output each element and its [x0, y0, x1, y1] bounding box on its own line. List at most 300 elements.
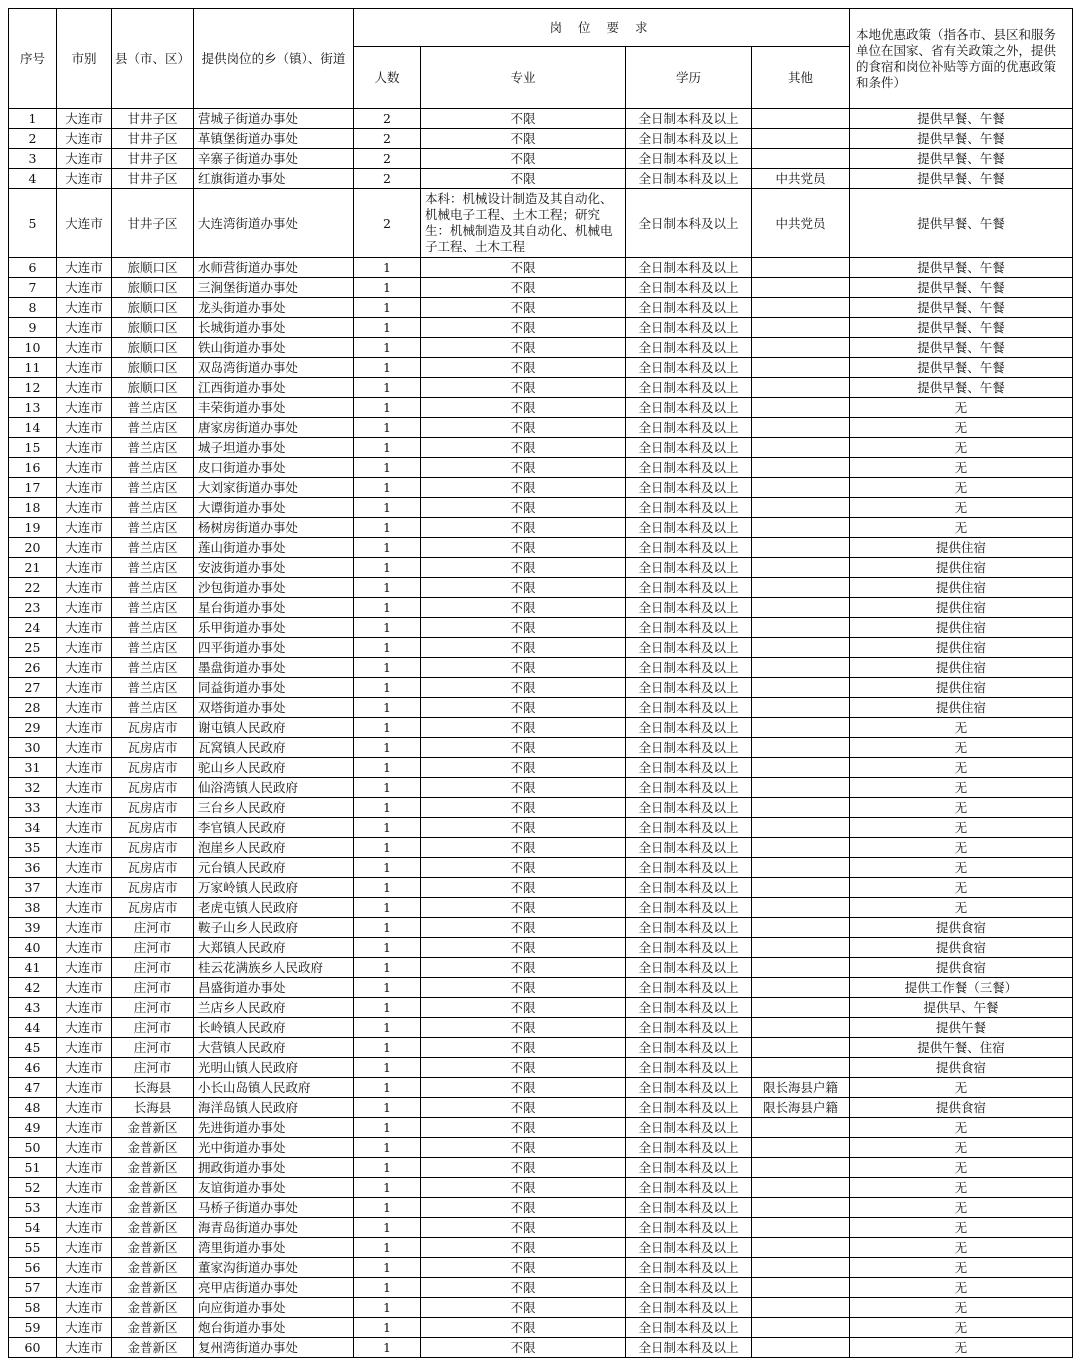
cell-major: 不限	[421, 1098, 626, 1118]
cell-other	[752, 1278, 850, 1298]
cell-major: 不限	[421, 458, 626, 478]
cell-count: 1	[354, 438, 421, 458]
cell-other	[752, 818, 850, 838]
cell-city: 大连市	[57, 1078, 112, 1098]
cell-count: 1	[354, 338, 421, 358]
cell-major: 不限	[421, 278, 626, 298]
table-header	[9, 9, 1073, 109]
cell-major: 不限	[421, 1018, 626, 1038]
cell-city: 大连市	[57, 678, 112, 698]
cell-policy: 提供住宿	[850, 558, 1073, 578]
header-major: 专业	[421, 47, 626, 109]
cell-education: 全日制本科及以上	[626, 1078, 752, 1098]
cell-policy: 无	[850, 1158, 1073, 1178]
cell-policy: 提供住宿	[850, 698, 1073, 718]
cell-major: 不限	[421, 1238, 626, 1258]
cell-county: 金普新区	[112, 1318, 194, 1338]
cell-major: 不限	[421, 738, 626, 758]
cell-other	[752, 958, 850, 978]
cell-education: 全日制本科及以上	[626, 518, 752, 538]
cell-policy: 提供食宿	[850, 1058, 1073, 1078]
cell-count: 1	[354, 1238, 421, 1258]
cell-county: 庄河市	[112, 918, 194, 938]
cell-policy: 无	[850, 718, 1073, 738]
cell-township: 双岛湾街道办事处	[194, 358, 354, 378]
cell-city: 大连市	[57, 758, 112, 778]
cell-county: 普兰店区	[112, 538, 194, 558]
cell-seq: 32	[9, 778, 57, 798]
cell-other	[752, 638, 850, 658]
cell-city: 大连市	[57, 658, 112, 678]
cell-count: 1	[354, 1018, 421, 1038]
cell-seq: 6	[9, 258, 57, 278]
cell-city: 大连市	[57, 998, 112, 1018]
table-row	[9, 1138, 1073, 1158]
table-row	[9, 438, 1073, 458]
cell-seq: 3	[9, 149, 57, 169]
cell-township: 四平街道办事处	[194, 638, 354, 658]
cell-county: 普兰店区	[112, 458, 194, 478]
cell-township: 瓦窝镇人民政府	[194, 738, 354, 758]
table-row	[9, 1058, 1073, 1078]
cell-city: 大连市	[57, 478, 112, 498]
cell-seq: 14	[9, 418, 57, 438]
table-row	[9, 478, 1073, 498]
table-row	[9, 698, 1073, 718]
cell-seq: 10	[9, 338, 57, 358]
cell-policy: 无	[850, 1318, 1073, 1338]
cell-county: 普兰店区	[112, 398, 194, 418]
cell-count: 1	[354, 918, 421, 938]
table-row	[9, 538, 1073, 558]
cell-city: 大连市	[57, 1198, 112, 1218]
cell-seq: 48	[9, 1098, 57, 1118]
cell-township: 光明山镇人民政府	[194, 1058, 354, 1078]
cell-other	[752, 738, 850, 758]
table-row	[9, 558, 1073, 578]
table-row	[9, 278, 1073, 298]
cell-other	[752, 1158, 850, 1178]
table-row	[9, 358, 1073, 378]
cell-policy: 提供早餐、午餐	[850, 258, 1073, 278]
table-row	[9, 998, 1073, 1018]
cell-county: 瓦房店市	[112, 718, 194, 738]
cell-seq: 33	[9, 798, 57, 818]
cell-county: 甘井子区	[112, 129, 194, 149]
cell-education: 全日制本科及以上	[626, 838, 752, 858]
cell-count: 1	[354, 358, 421, 378]
cell-county: 庄河市	[112, 1018, 194, 1038]
cell-city: 大连市	[57, 1298, 112, 1318]
cell-city: 大连市	[57, 129, 112, 149]
cell-education: 全日制本科及以上	[626, 1238, 752, 1258]
cell-other	[752, 498, 850, 518]
cell-seq: 5	[9, 189, 57, 258]
cell-major: 不限	[421, 938, 626, 958]
cell-county: 普兰店区	[112, 658, 194, 678]
cell-city: 大连市	[57, 1158, 112, 1178]
cell-policy: 无	[850, 1238, 1073, 1258]
cell-policy: 提供早餐、午餐	[850, 149, 1073, 169]
cell-other	[752, 518, 850, 538]
cell-township: 水师营街道办事处	[194, 258, 354, 278]
cell-count: 1	[354, 318, 421, 338]
cell-township: 元台镇人民政府	[194, 858, 354, 878]
cell-seq: 44	[9, 1018, 57, 1038]
table-row	[9, 1158, 1073, 1178]
header-seq: 序号	[9, 9, 57, 109]
cell-county: 普兰店区	[112, 598, 194, 618]
cell-city: 大连市	[57, 1058, 112, 1078]
cell-city: 大连市	[57, 1178, 112, 1198]
cell-county: 瓦房店市	[112, 798, 194, 818]
cell-count: 2	[354, 169, 421, 189]
cell-major: 不限	[421, 298, 626, 318]
cell-policy: 提供住宿	[850, 618, 1073, 638]
cell-seq: 18	[9, 498, 57, 518]
cell-other	[752, 998, 850, 1018]
table-row	[9, 169, 1073, 189]
cell-policy: 无	[850, 1338, 1073, 1358]
cell-count: 1	[354, 878, 421, 898]
cell-count: 1	[354, 1118, 421, 1138]
cell-count: 1	[354, 838, 421, 858]
cell-count: 1	[354, 858, 421, 878]
cell-seq: 58	[9, 1298, 57, 1318]
cell-education: 全日制本科及以上	[626, 1218, 752, 1238]
cell-count: 1	[354, 1198, 421, 1218]
cell-seq: 15	[9, 438, 57, 458]
cell-other	[752, 398, 850, 418]
cell-county: 金普新区	[112, 1198, 194, 1218]
cell-county: 金普新区	[112, 1178, 194, 1198]
cell-other: 中共党员	[752, 169, 850, 189]
cell-other	[752, 1238, 850, 1258]
cell-major: 不限	[421, 1258, 626, 1278]
cell-other	[752, 838, 850, 858]
cell-city: 大连市	[57, 638, 112, 658]
cell-city: 大连市	[57, 1238, 112, 1258]
cell-education: 全日制本科及以上	[626, 1138, 752, 1158]
cell-city: 大连市	[57, 698, 112, 718]
cell-count: 1	[354, 1038, 421, 1058]
cell-other	[752, 458, 850, 478]
cell-seq: 51	[9, 1158, 57, 1178]
cell-seq: 50	[9, 1138, 57, 1158]
cell-county: 旅顺口区	[112, 378, 194, 398]
cell-city: 大连市	[57, 1118, 112, 1138]
cell-education: 全日制本科及以上	[626, 798, 752, 818]
cell-county: 普兰店区	[112, 518, 194, 538]
cell-education: 全日制本科及以上	[626, 1198, 752, 1218]
cell-policy: 提供早餐、午餐	[850, 169, 1073, 189]
cell-seq: 26	[9, 658, 57, 678]
cell-county: 金普新区	[112, 1118, 194, 1138]
cell-city: 大连市	[57, 1278, 112, 1298]
cell-township: 墨盘街道办事处	[194, 658, 354, 678]
cell-education: 全日制本科及以上	[626, 478, 752, 498]
cell-major: 不限	[421, 149, 626, 169]
cell-city: 大连市	[57, 958, 112, 978]
header-requirements: 岗 位 要 求	[354, 9, 850, 47]
cell-county: 普兰店区	[112, 498, 194, 518]
table-row	[9, 298, 1073, 318]
cell-policy: 提供早、午餐	[850, 998, 1073, 1018]
cell-major: 不限	[421, 998, 626, 1018]
table-row	[9, 778, 1073, 798]
cell-policy: 提供早餐、午餐	[850, 378, 1073, 398]
cell-seq: 45	[9, 1038, 57, 1058]
cell-county: 普兰店区	[112, 558, 194, 578]
cell-county: 庄河市	[112, 938, 194, 958]
cell-policy: 无	[850, 878, 1073, 898]
cell-education: 全日制本科及以上	[626, 1278, 752, 1298]
cell-township: 先进街道办事处	[194, 1118, 354, 1138]
cell-count: 1	[354, 1278, 421, 1298]
cell-count: 1	[354, 1258, 421, 1278]
cell-policy: 无	[850, 758, 1073, 778]
table-row	[9, 978, 1073, 998]
cell-seq: 56	[9, 1258, 57, 1278]
cell-education: 全日制本科及以上	[626, 189, 752, 258]
cell-seq: 59	[9, 1318, 57, 1338]
cell-education: 全日制本科及以上	[626, 438, 752, 458]
cell-county: 瓦房店市	[112, 858, 194, 878]
table-row	[9, 618, 1073, 638]
cell-policy: 提供早餐、午餐	[850, 189, 1073, 258]
cell-count: 1	[354, 798, 421, 818]
cell-count: 1	[354, 638, 421, 658]
header-city: 市别	[57, 9, 112, 109]
cell-count: 1	[354, 658, 421, 678]
cell-count: 1	[354, 778, 421, 798]
cell-count: 1	[354, 998, 421, 1018]
cell-count: 2	[354, 109, 421, 129]
cell-city: 大连市	[57, 978, 112, 998]
cell-policy: 无	[850, 418, 1073, 438]
cell-city: 大连市	[57, 1318, 112, 1338]
cell-seq: 46	[9, 1058, 57, 1078]
cell-city: 大连市	[57, 298, 112, 318]
cell-policy: 无	[850, 838, 1073, 858]
cell-township: 长城街道办事处	[194, 318, 354, 338]
cell-other	[752, 538, 850, 558]
cell-other	[752, 298, 850, 318]
cell-seq: 41	[9, 958, 57, 978]
cell-other	[752, 1338, 850, 1358]
cell-education: 全日制本科及以上	[626, 1018, 752, 1038]
cell-township: 乐甲街道办事处	[194, 618, 354, 638]
cell-township: 城子坦道办事处	[194, 438, 354, 458]
table-row	[9, 398, 1073, 418]
cell-county: 庄河市	[112, 1038, 194, 1058]
cell-education: 全日制本科及以上	[626, 149, 752, 169]
cell-city: 大连市	[57, 109, 112, 129]
cell-education: 全日制本科及以上	[626, 878, 752, 898]
cell-county: 庄河市	[112, 978, 194, 998]
cell-policy: 无	[850, 1138, 1073, 1158]
cell-township: 三台乡人民政府	[194, 798, 354, 818]
cell-major: 不限	[421, 1338, 626, 1358]
cell-other	[752, 618, 850, 638]
cell-township: 复州湾街道办事处	[194, 1338, 354, 1358]
cell-township: 皮口街道办事处	[194, 458, 354, 478]
cell-city: 大连市	[57, 938, 112, 958]
table-row	[9, 718, 1073, 738]
cell-education: 全日制本科及以上	[626, 1338, 752, 1358]
cell-education: 全日制本科及以上	[626, 1058, 752, 1078]
cell-other: 限长海县户籍	[752, 1098, 850, 1118]
cell-count: 1	[354, 698, 421, 718]
cell-township: 拥政街道办事处	[194, 1158, 354, 1178]
cell-seq: 54	[9, 1218, 57, 1238]
cell-township: 营城子街道办事处	[194, 109, 354, 129]
cell-seq: 52	[9, 1178, 57, 1198]
cell-major: 不限	[421, 109, 626, 129]
cell-policy: 提供住宿	[850, 538, 1073, 558]
cell-seq: 28	[9, 698, 57, 718]
cell-policy: 提供早餐、午餐	[850, 109, 1073, 129]
cell-major: 不限	[421, 918, 626, 938]
cell-county: 瓦房店市	[112, 758, 194, 778]
header-policy: 本地优惠政策（指各市、县区和服务单位在国家、省有关政策之外，提供的食宿和岗位补贴等方面的优惠政策和条件）	[850, 9, 1073, 109]
cell-county: 普兰店区	[112, 698, 194, 718]
cell-seq: 37	[9, 878, 57, 898]
cell-township: 小长山岛镇人民政府	[194, 1078, 354, 1098]
cell-seq: 22	[9, 578, 57, 598]
cell-township: 大谭街道办事处	[194, 498, 354, 518]
cell-education: 全日制本科及以上	[626, 109, 752, 129]
cell-count: 1	[354, 1298, 421, 1318]
cell-major: 不限	[421, 338, 626, 358]
cell-count: 1	[354, 558, 421, 578]
cell-education: 全日制本科及以上	[626, 618, 752, 638]
cell-education: 全日制本科及以上	[626, 1298, 752, 1318]
cell-city: 大连市	[57, 258, 112, 278]
cell-count: 1	[354, 898, 421, 918]
cell-education: 全日制本科及以上	[626, 378, 752, 398]
cell-education: 全日制本科及以上	[626, 918, 752, 938]
cell-major: 不限	[421, 1138, 626, 1158]
cell-county: 旅顺口区	[112, 258, 194, 278]
cell-city: 大连市	[57, 1038, 112, 1058]
cell-education: 全日制本科及以上	[626, 758, 752, 778]
cell-education: 全日制本科及以上	[626, 718, 752, 738]
cell-other	[752, 658, 850, 678]
table-row	[9, 1338, 1073, 1358]
cell-major: 不限	[421, 878, 626, 898]
table-row	[9, 1198, 1073, 1218]
cell-education: 全日制本科及以上	[626, 498, 752, 518]
cell-city: 大连市	[57, 398, 112, 418]
cell-county: 甘井子区	[112, 169, 194, 189]
cell-major: 不限	[421, 478, 626, 498]
cell-city: 大连市	[57, 1018, 112, 1038]
cell-other: 中共党员	[752, 189, 850, 258]
cell-township: 星台街道办事处	[194, 598, 354, 618]
cell-seq: 27	[9, 678, 57, 698]
cell-township: 老虎屯镇人民政府	[194, 898, 354, 918]
cell-major: 不限	[421, 1058, 626, 1078]
cell-other	[752, 1198, 850, 1218]
cell-county: 旅顺口区	[112, 298, 194, 318]
cell-county: 庄河市	[112, 1058, 194, 1078]
cell-county: 普兰店区	[112, 578, 194, 598]
cell-township: 大连湾街道办事处	[194, 189, 354, 258]
cell-township: 同益街道办事处	[194, 678, 354, 698]
cell-other	[752, 378, 850, 398]
cell-seq: 20	[9, 538, 57, 558]
cell-seq: 31	[9, 758, 57, 778]
cell-policy: 提供食宿	[850, 1098, 1073, 1118]
cell-policy: 无	[850, 398, 1073, 418]
cell-education: 全日制本科及以上	[626, 418, 752, 438]
cell-county: 瓦房店市	[112, 818, 194, 838]
cell-major: 不限	[421, 798, 626, 818]
cell-township: 江西街道办事处	[194, 378, 354, 398]
cell-count: 1	[354, 738, 421, 758]
cell-policy: 提供住宿	[850, 598, 1073, 618]
cell-policy: 无	[850, 1278, 1073, 1298]
cell-seq: 29	[9, 718, 57, 738]
table-row	[9, 1118, 1073, 1138]
cell-education: 全日制本科及以上	[626, 1178, 752, 1198]
cell-other	[752, 478, 850, 498]
cell-township: 杨树房街道办事处	[194, 518, 354, 538]
cell-county: 金普新区	[112, 1298, 194, 1318]
cell-policy: 无	[850, 778, 1073, 798]
table-row	[9, 1038, 1073, 1058]
cell-education: 全日制本科及以上	[626, 978, 752, 998]
cell-major: 不限	[421, 898, 626, 918]
cell-policy: 提供食宿	[850, 958, 1073, 978]
cell-city: 大连市	[57, 1338, 112, 1358]
cell-education: 全日制本科及以上	[626, 278, 752, 298]
cell-county: 普兰店区	[112, 438, 194, 458]
cell-education: 全日制本科及以上	[626, 298, 752, 318]
cell-major: 不限	[421, 958, 626, 978]
cell-education: 全日制本科及以上	[626, 958, 752, 978]
cell-seq: 16	[9, 458, 57, 478]
cell-seq: 55	[9, 1238, 57, 1258]
cell-seq: 1	[9, 109, 57, 129]
cell-seq: 8	[9, 298, 57, 318]
cell-education: 全日制本科及以上	[626, 938, 752, 958]
cell-education: 全日制本科及以上	[626, 698, 752, 718]
cell-county: 普兰店区	[112, 638, 194, 658]
cell-education: 全日制本科及以上	[626, 598, 752, 618]
cell-county: 瓦房店市	[112, 878, 194, 898]
cell-other	[752, 898, 850, 918]
cell-township: 驼山乡人民政府	[194, 758, 354, 778]
cell-township: 马桥子街道办事处	[194, 1198, 354, 1218]
cell-education: 全日制本科及以上	[626, 658, 752, 678]
cell-township: 仙浴湾镇人民政府	[194, 778, 354, 798]
cell-education: 全日制本科及以上	[626, 738, 752, 758]
cell-township: 万家岭镇人民政府	[194, 878, 354, 898]
cell-seq: 36	[9, 858, 57, 878]
cell-policy: 提供住宿	[850, 678, 1073, 698]
cell-county: 金普新区	[112, 1278, 194, 1298]
cell-policy: 提供午餐、住宿	[850, 1038, 1073, 1058]
cell-major: 不限	[421, 658, 626, 678]
cell-other	[752, 1218, 850, 1238]
table-row	[9, 418, 1073, 438]
cell-policy: 无	[850, 458, 1073, 478]
cell-city: 大连市	[57, 778, 112, 798]
table-row	[9, 1078, 1073, 1098]
cell-township: 龙头街道办事处	[194, 298, 354, 318]
